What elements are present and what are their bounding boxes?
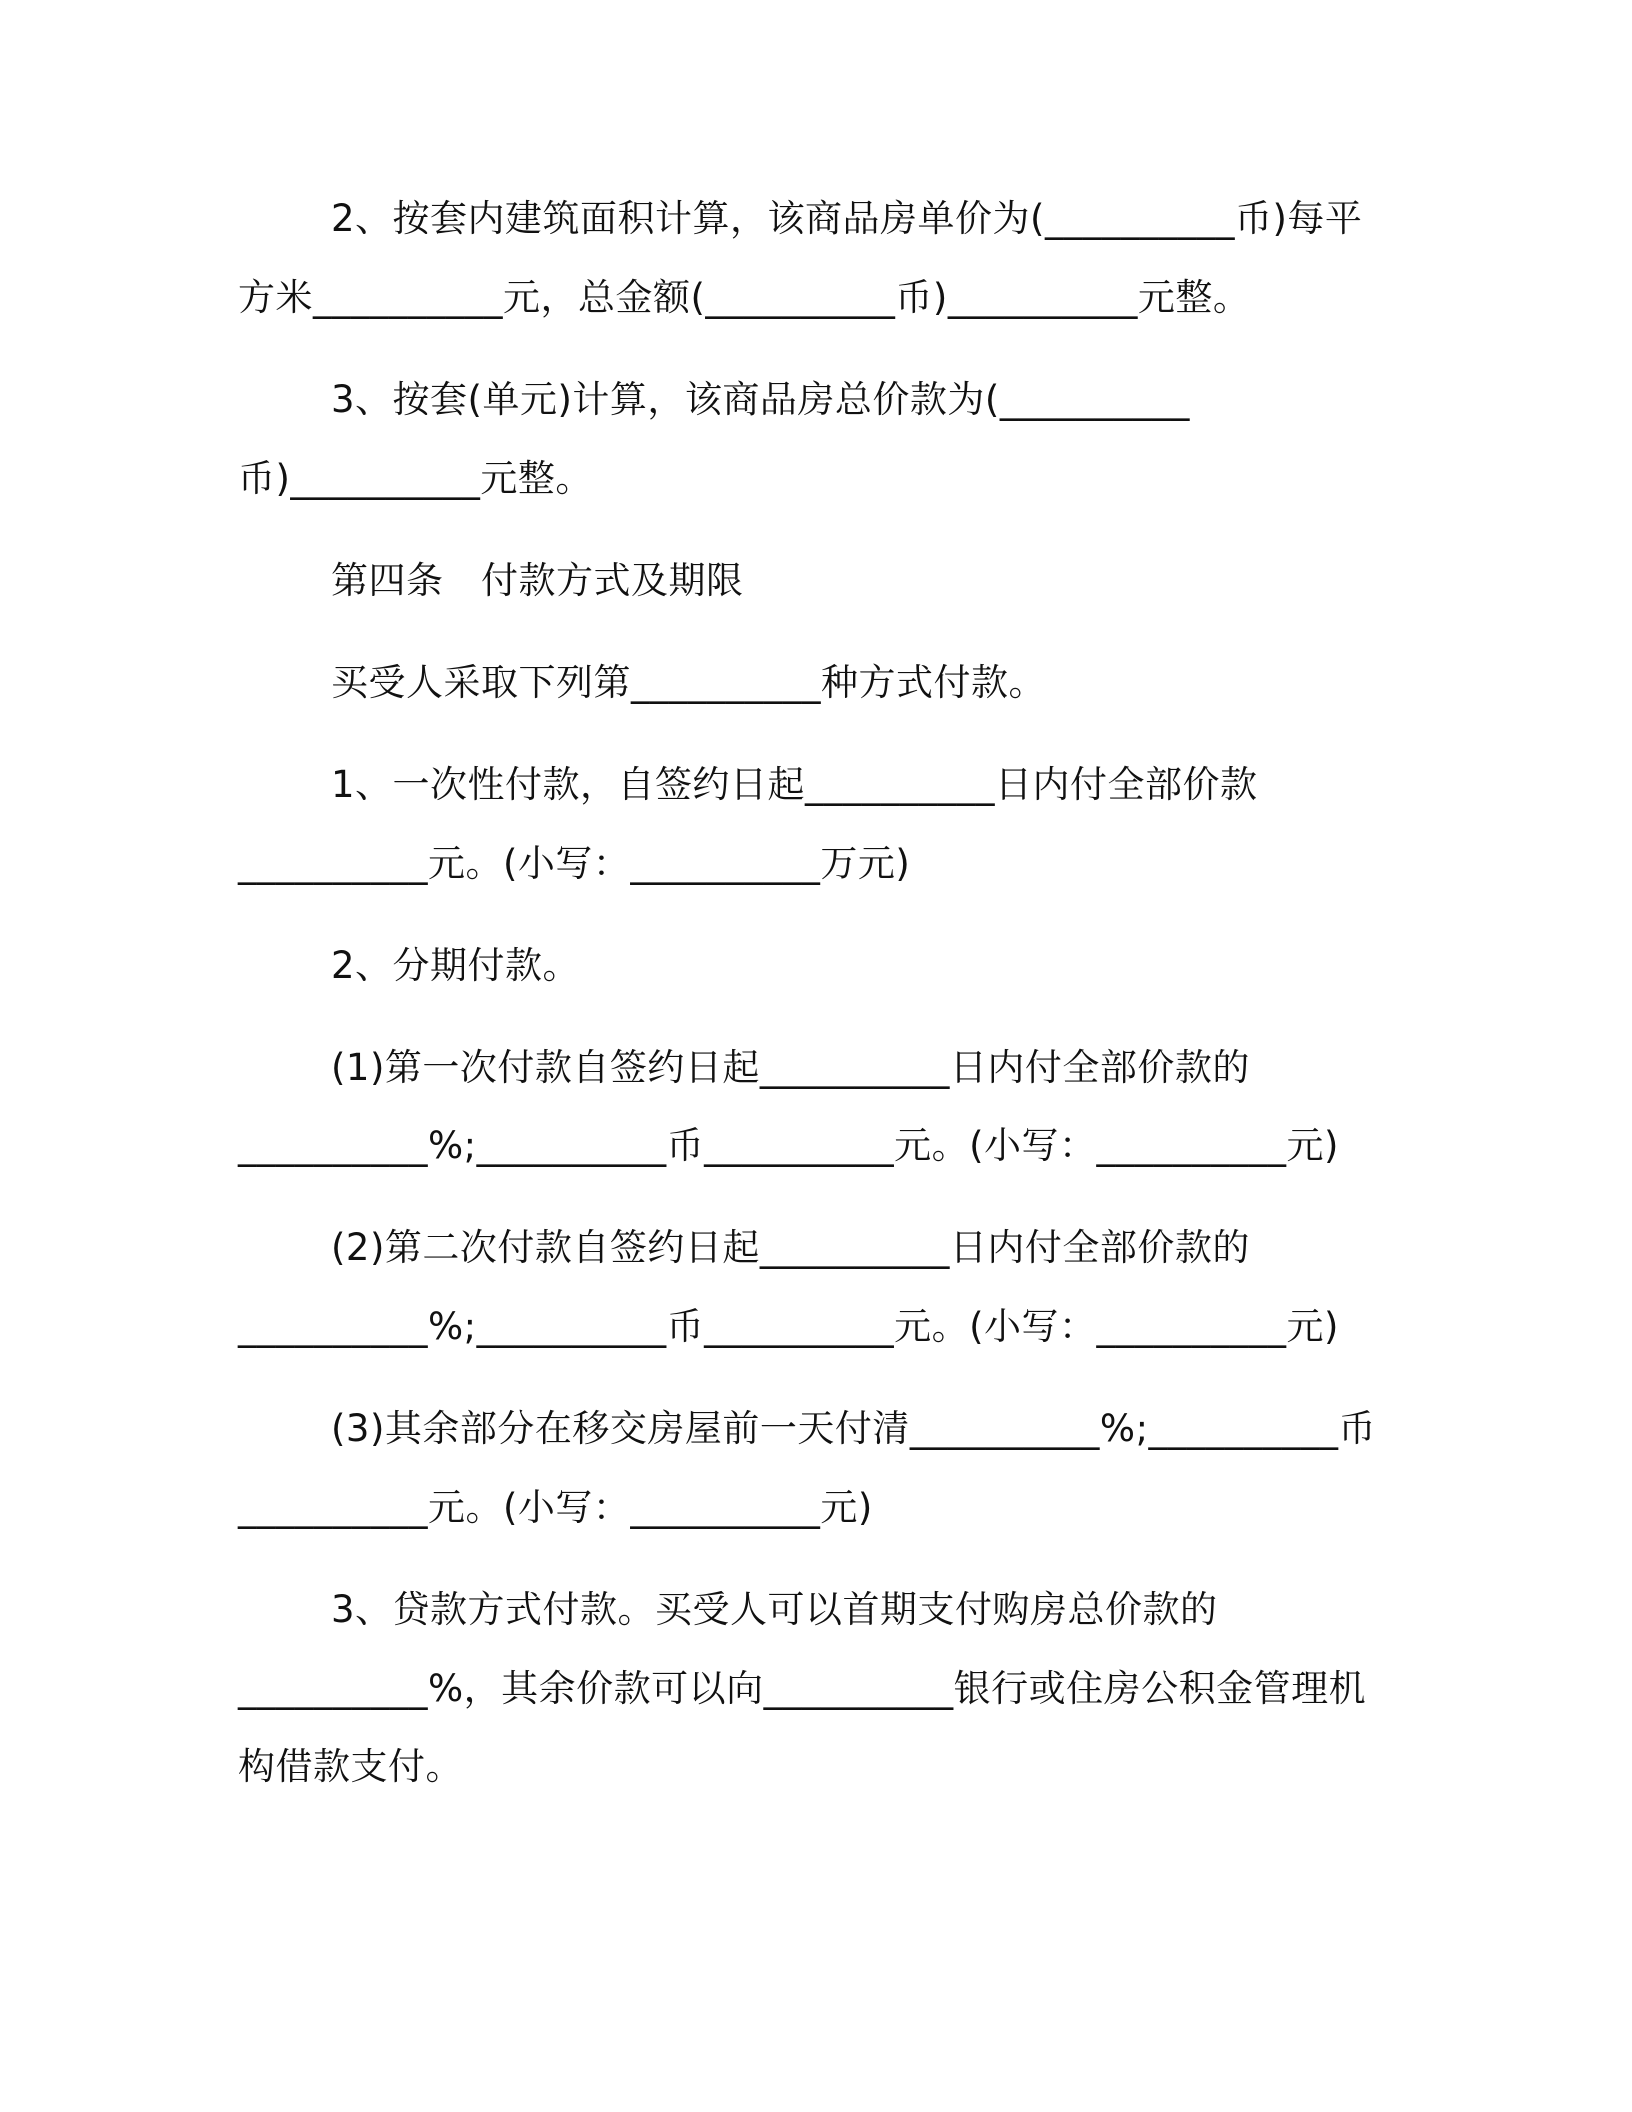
installment-3-line-2: __________元。(小写：__________元) (238, 1486, 873, 1529)
clause-4-heading: 第四条 付款方式及期限 (331, 559, 744, 602)
installment-2-line-2: __________%;__________币__________元。(小写：__________元) (238, 1305, 1339, 1348)
payment-option-3-line-1: 3、贷款方式付款。买受人可以首期支付购房总价款的 (331, 1588, 1218, 1631)
installment-3-line-1: (3)其余部分在移交房屋前一天付清__________%;__________币 (331, 1407, 1377, 1450)
payment-method-choice: 买受人采取下列第__________种方式付款。 (331, 661, 1046, 704)
payment-option-3-line-3: 构借款支付。 (238, 1745, 463, 1788)
clause-3-item-3-line-1: 3、按套(单元)计算，该商品房总价款为(__________ (331, 378, 1190, 421)
installment-2-line-1: (2)第二次付款自签约日起__________日内付全部价款的 (331, 1226, 1250, 1269)
payment-option-1-line-1: 1、一次性付款，自签约日起__________日内付全部价款 (331, 763, 1258, 806)
payment-option-3-line-2: __________%，其余价款可以向__________银行或住房公积金管理机 (238, 1667, 1367, 1710)
payment-option-2-heading: 2、分期付款。 (331, 944, 581, 987)
installment-1-line-1: (1)第一次付款自签约日起__________日内付全部价款的 (331, 1046, 1250, 1089)
clause-3-item-3-line-2: 币)__________元整。 (238, 457, 593, 500)
payment-option-1-line-2: __________元。(小写：__________万元) (238, 842, 911, 885)
clause-3-item-2-line-1: 2、按套内建筑面积计算，该商品房单价为(__________币)每平 (331, 197, 1363, 240)
clause-3-item-2-line-2: 方米__________元，总金额(__________币)__________元整。 (238, 276, 1251, 319)
installment-1-line-2: __________%;__________币__________元。(小写：__________元) (238, 1124, 1339, 1167)
